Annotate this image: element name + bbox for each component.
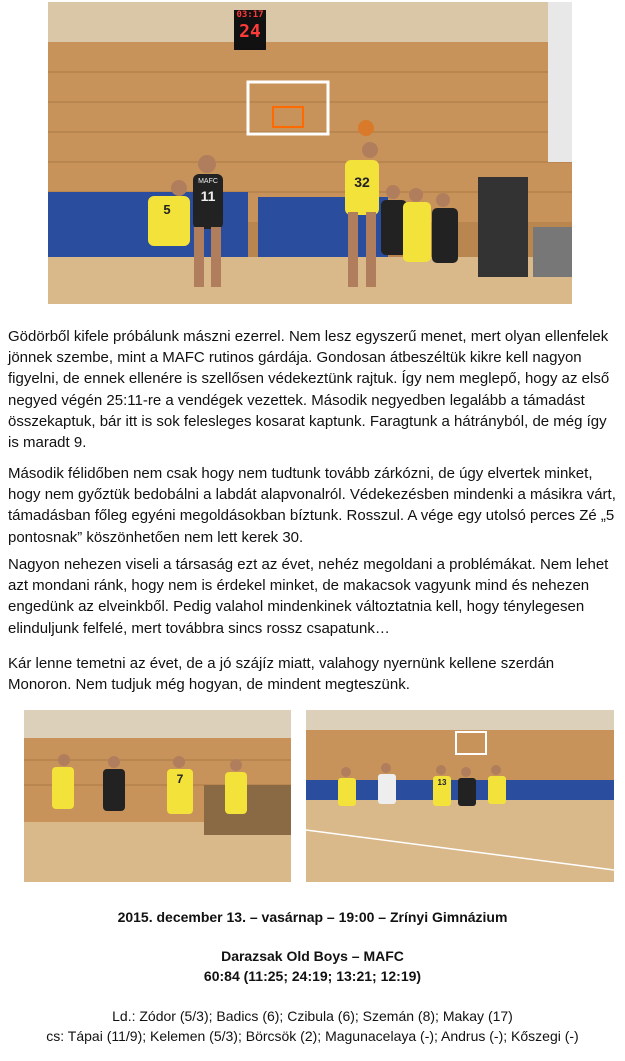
article-paragraph-3: Nagyon nehezen viseli a társaság ezt az évet, nehéz megoldani a problémákat. Nem lehet azt mondani ránk, hogy nem is érdekel minket, de makacsok vagyunk mind és nehezen engedünk az elveinkből. Pedig valahol mindenkinek változtatnia kell, hogy ténylegesen elinduljunk felfelé, mert továbbra sincs rossz csapatunk…: [8, 556, 609, 637]
home-scorers: Ld.: Zódor (5/3); Badics (6); Czibula (6); Szemán (8); Makay (17): [112, 1008, 513, 1024]
photo-game-left: [24, 710, 291, 882]
jersey-print-team: MAFC: [198, 178, 218, 185]
photo-game-right: [306, 710, 614, 882]
match-score: 60:84 (11:25; 24:19; 13:21; 12:19): [203, 968, 422, 984]
away-scorers: cs: Tápai (11/9); Kelemen (5/3); Börcsök (2); Magunacelaya (-); Andrus (-); Kőszegi (-): [46, 1028, 579, 1044]
jersey-number-yellow: 5: [163, 202, 171, 217]
jersey-number-left-photo: 7: [176, 772, 184, 786]
article-paragraph-2: Második félidőben nem csak hogy nem tudtunk tovább zárkózni, de úgy elvertek minket, hogy nem győztük bedobálni a labdát alapvonalról. Védekezésben mindenki a másikra várt, támadásban főleg egyéni megoldásokban bíztunk. Rosszul. A vége egy utolsó perces Zé „5 pontosnak” köszönhetően nem lett kerek 30.: [8, 465, 616, 546]
article-paragraph-4: Kár lenne temetni az évet, de a jó szájíz miatt, valahogy nyernünk kellene szerdán Monoron. Nem tudjuk még hogyan, de mindent megteszünk.: [8, 655, 555, 694]
jersey-number-left: 11: [200, 188, 216, 204]
jersey-number-right-photo: 13: [437, 778, 447, 787]
jersey-number-right: 32: [354, 174, 370, 190]
shot-clock: [234, 10, 266, 50]
photo-game-action: [48, 2, 572, 304]
shot-clock-seconds: 24: [239, 21, 261, 42]
match-date-line: 2015. december 13. – vasárnap – 19:00 – Zrínyi Gimnázium: [117, 909, 508, 925]
shot-clock-game-time: 03:17: [236, 10, 264, 20]
article-paragraph-1: Gödörből kifele próbálunk mászni ezerrel. Nem lesz egyszerű menet, mert olyan ellenfelek jönnek szembe, mint a MAFC rutinos gárdája. Gondosan átbeszéltük kikre kell nagyon figyelni, de ennek ellenére is szellősen védekeztünk rajtuk. Így nem meglepő, hogy az első negyed végén 25:11-re a vendégek vezettek. Második negyedben legalább a támadást összekaptuk, bár itt is sok felesleges kosarat kaptunk. Faragtunk a hátrányból, de még így is maradt 9.: [8, 328, 610, 452]
match-teams: Darazsak Old Boys – MAFC: [221, 948, 404, 964]
